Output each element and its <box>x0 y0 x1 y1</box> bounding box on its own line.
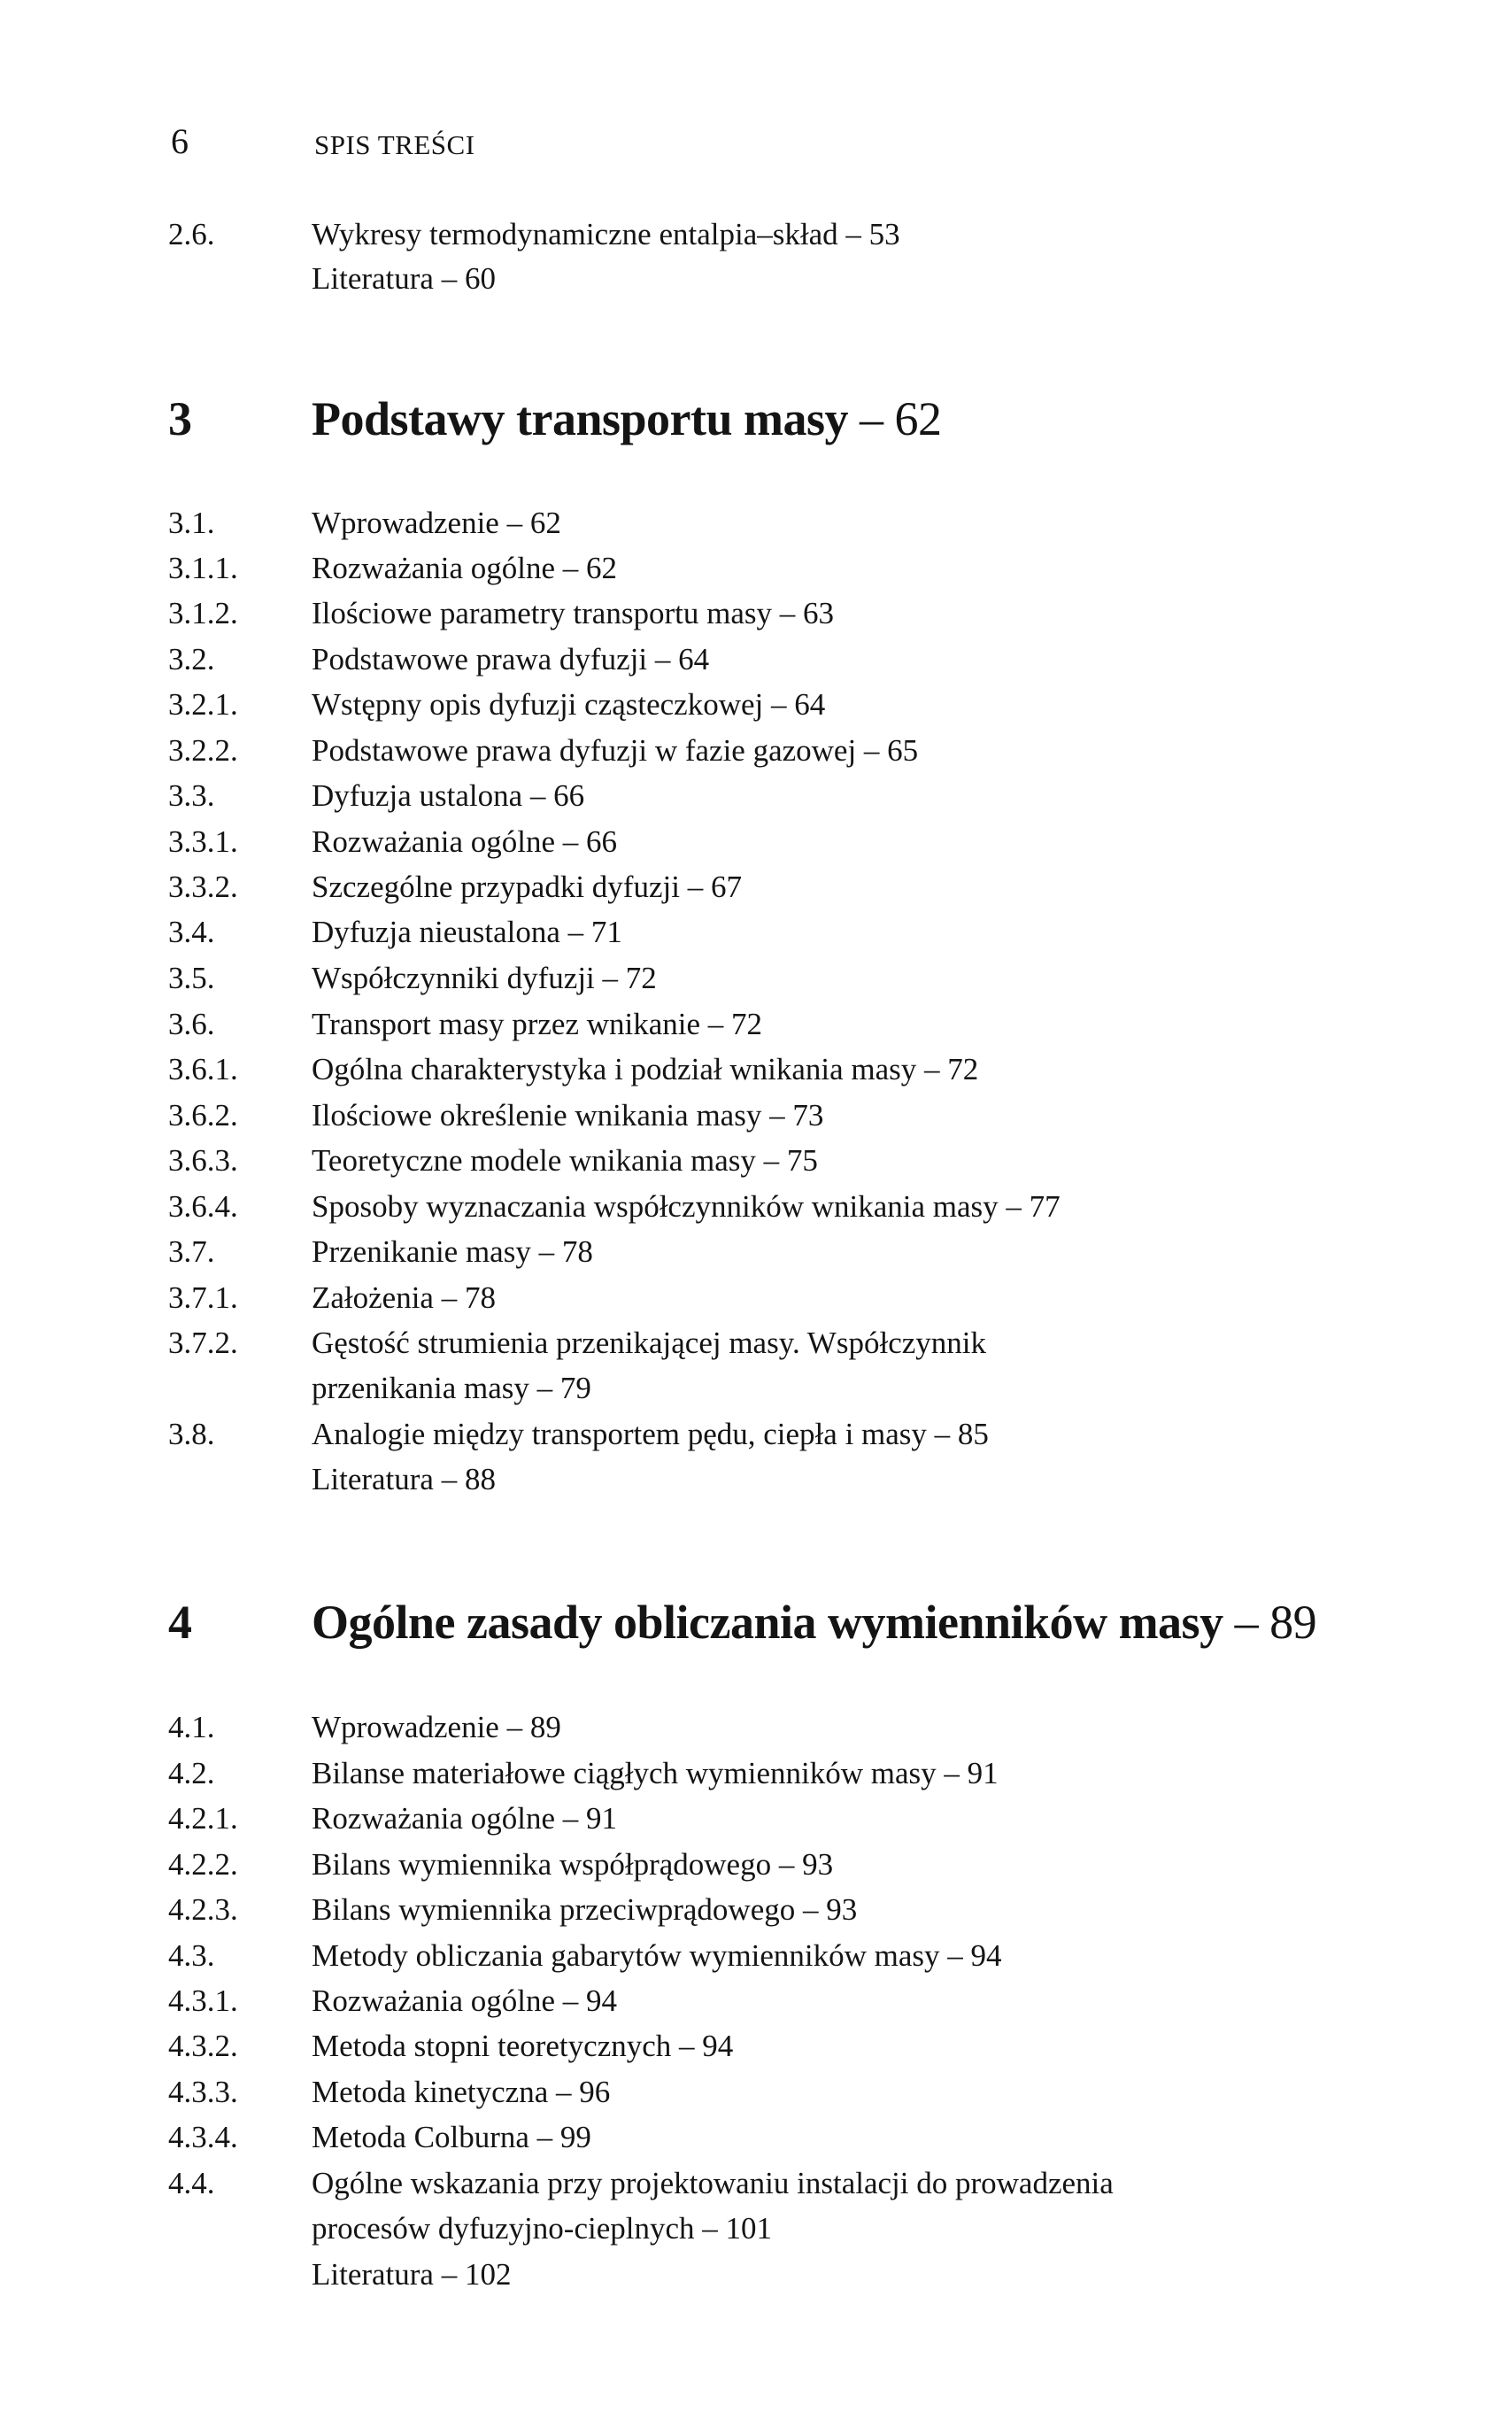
toc-entry-literature-3 <box>168 1457 1408 1503</box>
toc-entry-4-4-cont <box>168 2206 1408 2252</box>
page-number: 6 <box>171 121 189 161</box>
toc-entry-title: Literatura – 60 <box>312 261 496 296</box>
toc-entry-title: Podstawowe prawa dyfuzji – 64 <box>312 642 710 677</box>
toc-entry-number: 4.3.1. <box>168 1983 238 2018</box>
toc-entry-3-1-1 <box>168 545 1408 591</box>
toc-entry-number: 4.1. <box>168 1710 215 1744</box>
toc-entry-3-7-1 <box>168 1275 1408 1321</box>
toc-entry-3-2 <box>168 637 1408 683</box>
running-head: SPIS TREŚCI <box>314 129 475 160</box>
toc-entry-3-8 <box>168 1411 1408 1457</box>
toc-entry-number: 4.2.2. <box>168 1847 238 1882</box>
chapter-page-ref: – 62 <box>848 392 942 445</box>
toc-entry-3-6 <box>168 1001 1408 1048</box>
toc-entry-title: Podstawowe prawa dyfuzji w fazie gazowej – 65 <box>312 733 919 768</box>
toc-entry-number: 3.3. <box>168 778 215 813</box>
toc-entry-title: Przenikanie masy – 78 <box>312 1234 593 1269</box>
toc-entry-number: 3.6.3. <box>168 1143 238 1178</box>
toc-entry-number: 4.2.3. <box>168 1892 238 1927</box>
toc-entry-number: 3.6.1. <box>168 1052 238 1086</box>
toc-entry-3-4 <box>168 909 1408 955</box>
toc-entry-4-4 <box>168 2161 1408 2207</box>
toc-entry-3-5 <box>168 955 1408 1001</box>
toc-entry-title: Rozważania ogólne – 91 <box>312 1801 618 1836</box>
toc-entry-title: Analogie między transportem pędu, ciepła i masy – 85 <box>312 1417 989 1451</box>
toc-entry-4-3-4 <box>168 2115 1408 2161</box>
toc-entry-4-3 <box>168 1933 1408 1979</box>
toc-entry-title: Bilans wymiennika współprądowego – 93 <box>312 1847 834 1882</box>
chapter-4-heading <box>168 1587 1452 1658</box>
toc-entry-number: 3.4. <box>168 915 215 949</box>
toc-entry-title: Ogólne wskazania przy projektowaniu instalacji do prowadzenia <box>312 2166 1114 2200</box>
toc-entry-title: Transport masy przez wnikanie – 72 <box>312 1007 763 1041</box>
toc-entry-title: Rozważania ogólne – 66 <box>312 824 618 859</box>
toc-entry-title: Dyfuzja nieustalona – 71 <box>312 915 622 949</box>
toc-entry-title: Ilościowe określenie wnikania masy – 73 <box>312 1098 824 1133</box>
toc-entry-3-2-1 <box>168 682 1408 728</box>
toc-entry-number: 4.2.1. <box>168 1801 238 1836</box>
toc-entry-number: 4.3.3. <box>168 2075 238 2109</box>
chapter-title <box>312 1587 1316 1658</box>
chapter-3-heading <box>168 383 1452 454</box>
toc-entry-4-2 <box>168 1751 1408 1797</box>
toc-entry-title: Bilanse materiałowe ciągłych wymienników masy – 91 <box>312 1756 999 1790</box>
toc-entry-number: 3.6.2. <box>168 1098 238 1133</box>
toc-entry-title: Ogólna charakterystyka i podział wnikania masy – 72 <box>312 1052 979 1086</box>
toc-entry-number: 4.3.2. <box>168 2029 238 2063</box>
toc-entry-title: Bilans wymiennika przeciwprądowego – 93 <box>312 1892 858 1927</box>
toc-entry-3-6-2 <box>168 1093 1408 1139</box>
chapter-number: 4 <box>168 1596 192 1649</box>
toc-entry-3-6-4 <box>168 1184 1408 1230</box>
toc-entry-3-1-2 <box>168 591 1408 637</box>
toc-entry-title: Metoda stopni teoretycznych – 94 <box>312 2029 734 2063</box>
toc-entry-number: 4.3.4. <box>168 2120 238 2154</box>
toc-entry-number: 3.1.2. <box>168 596 238 630</box>
toc-entry-number: 3.2. <box>168 642 215 677</box>
toc-entry-number: 3.5. <box>168 961 215 995</box>
toc-entry-literature-4 <box>168 2252 1408 2298</box>
toc-entry-title: Ilościowe parametry transportu masy – 63 <box>312 596 834 630</box>
toc-entry-title: Dyfuzja ustalona – 66 <box>312 778 585 813</box>
toc-entry-title: Literatura – 88 <box>312 1462 496 1496</box>
toc-entry-3-2-2 <box>168 728 1408 774</box>
toc-entry-number: 3.7.2. <box>168 1326 238 1360</box>
toc-entry-2-6 <box>168 212 1408 258</box>
toc-entry-3-7-2 <box>168 1320 1408 1366</box>
chapter-page-ref: – 89 <box>1223 1596 1317 1649</box>
toc-entry-number: 3.6. <box>168 1007 215 1041</box>
toc-entry-title: Założenia – 78 <box>312 1280 496 1315</box>
chapter-number: 3 <box>168 392 192 445</box>
toc-entry-4-3-3 <box>168 2069 1408 2115</box>
toc-entry-title: przenikania masy – 79 <box>312 1371 591 1405</box>
toc-entry-4-2-2 <box>168 1842 1408 1888</box>
toc-entry-title: Szczególne przypadki dyfuzji – 67 <box>312 870 742 904</box>
toc-entry-title: Rozważania ogólne – 94 <box>312 1983 618 2018</box>
chapter-title-text: Ogólne zasady obliczania wymienników masy <box>312 1596 1223 1649</box>
toc-entry-3-7-2-cont <box>168 1365 1408 1411</box>
toc-entry-number: 3.3.2. <box>168 870 238 904</box>
toc-entry-number: 3.7.1. <box>168 1280 238 1315</box>
toc-entry-3-3 <box>168 773 1408 819</box>
toc-entry-3-3-1 <box>168 819 1408 865</box>
toc-entry-literature-2 <box>168 256 1408 302</box>
toc-entry-title: Gęstość strumienia przenikającej masy. Współczynnik <box>312 1326 986 1360</box>
toc-entry-4-2-3 <box>168 1887 1408 1933</box>
toc-entry-3-3-2 <box>168 864 1408 910</box>
toc-entry-number: 3.7. <box>168 1234 215 1269</box>
toc-entry-title: Teoretyczne modele wnikania masy – 75 <box>312 1143 818 1178</box>
toc-entry-number: 3.1.1. <box>168 551 238 585</box>
toc-entry-title: Współczynniki dyfuzji – 72 <box>312 961 657 995</box>
toc-entry-number: 4.4. <box>168 2166 215 2200</box>
toc-entry-number: 4.3. <box>168 1938 215 1973</box>
chapter-title <box>312 383 942 454</box>
toc-entry-4-2-1 <box>168 1796 1408 1842</box>
toc-entry-number: 3.6.4. <box>168 1189 238 1224</box>
toc-entry-title: Wprowadzenie – 89 <box>312 1710 561 1744</box>
toc-entry-title: Wstępny opis dyfuzji cząsteczkowej – 64 <box>312 687 826 722</box>
toc-entry-number: 3.3.1. <box>168 824 238 859</box>
toc-entry-title: Sposoby wyznaczania współczynników wnikania masy – 77 <box>312 1189 1061 1224</box>
toc-entry-title: Metoda Colburna – 99 <box>312 2120 591 2154</box>
toc-entry-title: Metoda kinetyczna – 96 <box>312 2075 611 2109</box>
toc-entry-3-7 <box>168 1229 1408 1275</box>
toc-entry-4-3-2 <box>168 2023 1408 2069</box>
toc-entry-number: 3.2.1. <box>168 687 238 722</box>
toc-entry-3-1 <box>168 500 1408 546</box>
toc-entry-number: 2.6. <box>168 217 215 251</box>
toc-entry-title: Wprowadzenie – 62 <box>312 506 561 540</box>
toc-entry-4-1 <box>168 1705 1408 1751</box>
chapter-title-text: Podstawy transportu masy <box>312 392 849 445</box>
toc-entry-number: 3.8. <box>168 1417 215 1451</box>
toc-entry-title: Literatura – 102 <box>312 2257 512 2292</box>
toc-entry-title: procesów dyfuzyjno-cieplnych – 101 <box>312 2211 772 2246</box>
toc-entry-title: Metody obliczania gabarytów wymienników masy – 94 <box>312 1938 1002 1973</box>
toc-entry-number: 3.1. <box>168 506 215 540</box>
toc-entry-4-3-1 <box>168 1978 1408 2024</box>
toc-entry-3-6-1 <box>168 1047 1408 1093</box>
toc-entry-title: Rozważania ogólne – 62 <box>312 551 618 585</box>
toc-entry-3-6-3 <box>168 1138 1408 1184</box>
toc-entry-number: 3.2.2. <box>168 733 238 768</box>
page-header <box>171 115 1322 168</box>
toc-entry-title: Wykresy termodynamiczne entalpia–skład – 53 <box>312 217 900 251</box>
toc-entry-number: 4.2. <box>168 1756 215 1790</box>
